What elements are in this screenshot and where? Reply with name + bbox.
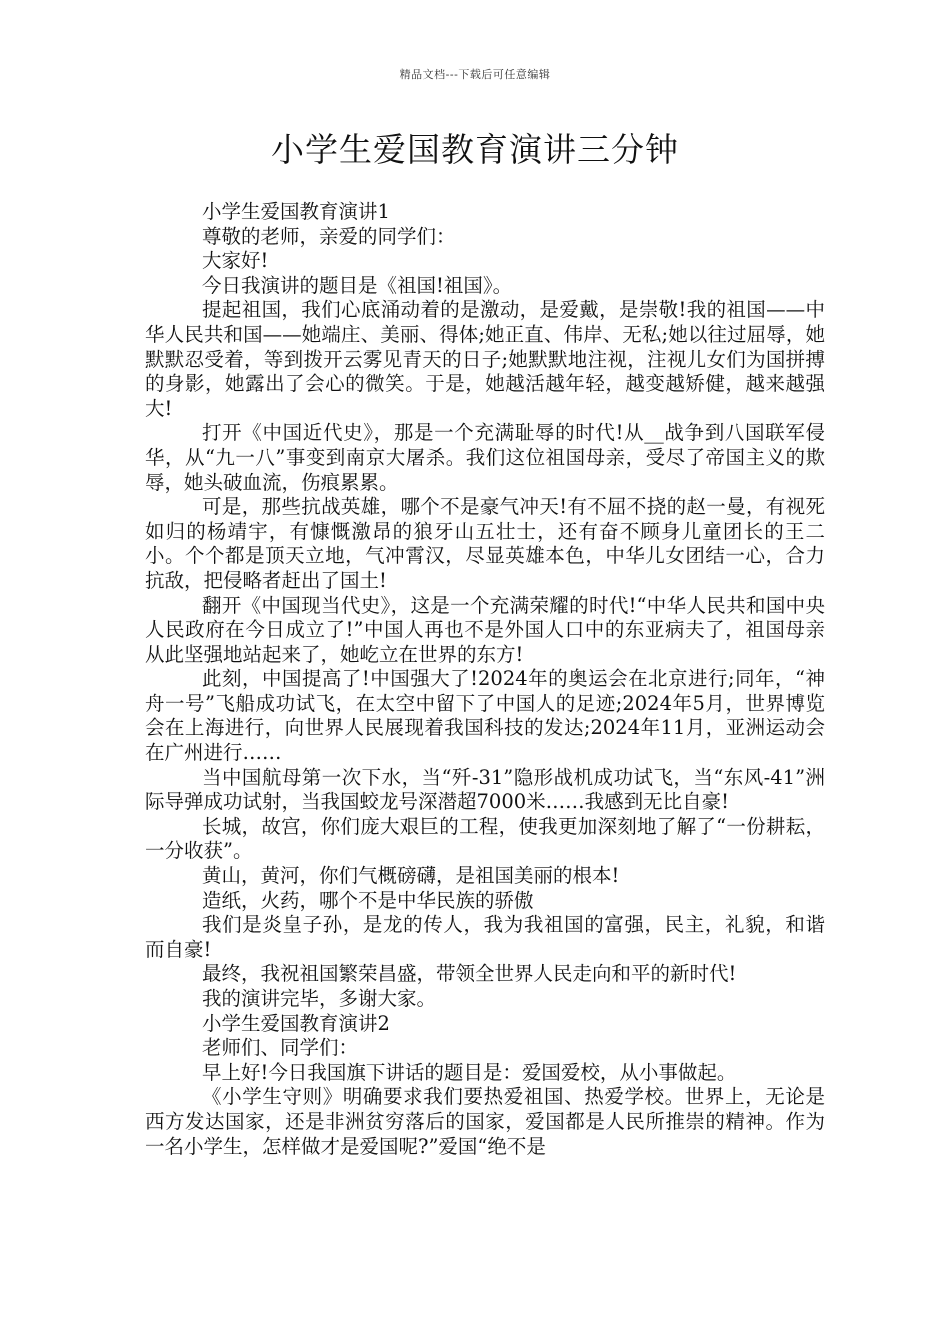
speech-topic: 今日我演讲的题目是《祖国!祖国》。 bbox=[202, 273, 513, 297]
body-paragraph: 打开《中国近代史》，那是一个充满耻辱的时代!从__战争到八国联军侵华，从“九一八”事变到南京大屠杀。我们这位祖国母亲，受尽了帝国主义的欺辱，她头破血流，伤痕累累。 bbox=[145, 421, 825, 494]
body-paragraph: 《小学生守则》明确要求我们要热爱祖国、热爱学校。世界上，无论是西方发达国家，还是非洲贫穷落后的国家，爱国都是人民所推崇的精神。作为一名小学生，怎样做才是爱国呢?”爱国“绝不是 bbox=[145, 1085, 825, 1158]
speech1-heading: 小学生爱国教育演讲1 bbox=[202, 200, 390, 223]
body-paragraph: 可是，那些抗战英雄，哪个不是豪气冲天!有不屈不挠的赵一曼，有视死如归的杨靖宇，有慷慨激昂的狼牙山五壮士，还有奋不顾身儿童团长的王二小。个个都是顶天立地，气冲霄汉，尽显英雄本色，中华儿女团结一心，合力抗敌，把侵略者赶出了国土! bbox=[145, 495, 825, 592]
body-paragraph: 此刻，中国提高了!中国强大了!2024年的奥运会在北京进行;同年，“神舟一号”飞船成功试飞，在太空中留下了中国人的足迹;2024年5月，世界博览会在上海进行，向世界人民展现着我国科技的发达;2024年11月，亚洲运动会在广州进行…… bbox=[145, 667, 825, 765]
body-paragraph: 黄山，黄河，你们气概磅礴，是祖国美丽的根本! bbox=[202, 864, 620, 888]
body-paragraph: 提起祖国，我们心底涌动着的是激动，是爱戴，是崇敬!我的祖国——中华人民共和国——她端庄、美丽、得体;她正直、伟岸、无私;她以往过屈辱，她默默忍受着，等到拨开云雾见青天的日子;她默默地注视，注视儿女们为国拼搏的身影，她露出了会心的微笑。于是，她越活越年轻，越变越矫健，越来越强大! bbox=[145, 298, 825, 420]
greeting: 早上好!今日我国旗下讲话的题目是：爱国爱校，从小事做起。 bbox=[202, 1060, 737, 1084]
document-title: 小学生爱国教育演讲三分钟 bbox=[271, 130, 679, 169]
page-header-note: 精品文档---下载后可任意编辑 bbox=[399, 68, 551, 81]
greeting: 大家好! bbox=[202, 249, 269, 273]
closing-line: 我的演讲完毕，多谢大家。 bbox=[202, 987, 437, 1010]
document-body bbox=[145, 200, 825, 1159]
body-paragraph: 当中国航母第一次下水，当“歼-31”隐形战机成功试飞，当“东风-41”洲际导弹成功试射，当我国蛟龙号深潜超7000米……我感到无比自豪! bbox=[145, 765, 825, 814]
body-paragraph: 翻开《中国现当代史》，这是一个充满荣耀的时代!“中华人民共和国中央人民政府在今日成立了!”中国人再也不是外国人口中的东亚病夫了，祖国母亲从此坚强地站起来了，她屹立在世界的东方! bbox=[145, 593, 825, 666]
speech2-heading: 小学生爱国教育演讲2 bbox=[202, 1011, 390, 1035]
body-paragraph: 长城，故宫，你们庞大艰巨的工程，使我更加深刻地了解了“一份耕耘，一分收获”。 bbox=[145, 814, 825, 863]
salutation: 老师们、同学们： bbox=[202, 1036, 359, 1060]
body-paragraph: 我们是炎皇子孙，是龙的传人，我为我祖国的富强，民主，礼貌，和谐而自豪! bbox=[145, 913, 825, 961]
body-paragraph: 最终，我祝祖国繁荣昌盛，带领全世界人民走向和平的新时代! bbox=[202, 962, 737, 986]
salutation: 尊敬的老师，亲爱的同学们： bbox=[202, 224, 456, 248]
body-paragraph: 造纸，火药，哪个不是中华民族的骄傲 bbox=[202, 888, 534, 912]
